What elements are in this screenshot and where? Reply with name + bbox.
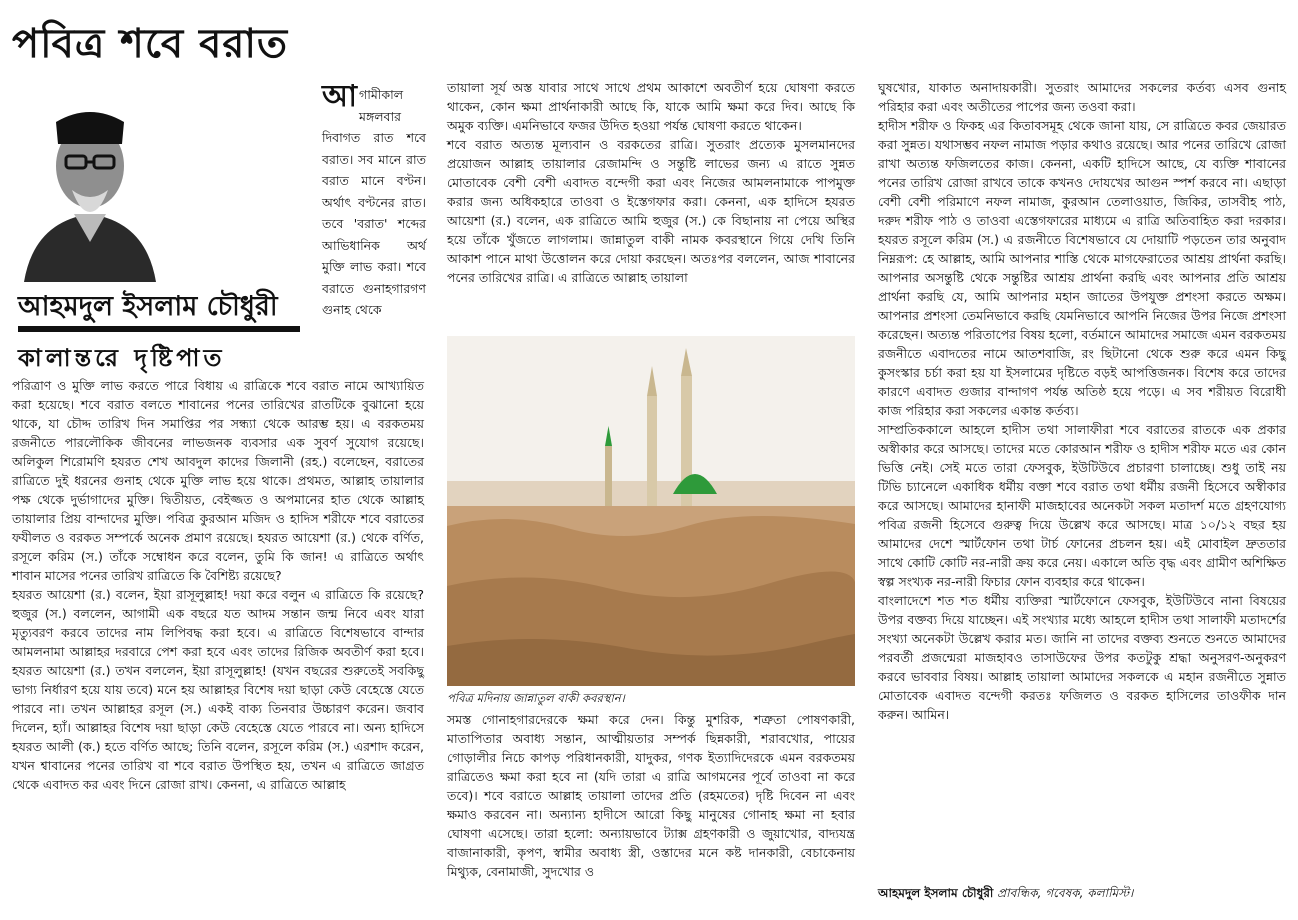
byline	[878, 885, 1133, 905]
paragraph: পরিত্রাণ ও মুক্তি লাভ করতে পারে বিধায় এ রাত্রিকে শবে বরাত নামে আখ্যায়িত করা হয়েছে। শবে বরাত বলতে শাবানের পনের তারিখের রাতটিকে বুঝানো হয়ে থাকে, যা চৌদ্দ তারিখ দিন সমাপ্তির পর সন্ধ্যা থেকে আরম্ভ হয়। এ বরকতময় রজনীতে পারলৌকিক জীবনের লাভজনক ব্যবসার এক সুবর্ণ সুযোগ রয়েছে। অলিকুল শিরোমণি হযরত শেখ আবদুল কাদের জিলানী (রহ.) বলেছেন, বরাতের রাত্রিতে দুই ধরনের গুনাহ থেকে মুক্তি লাভ হয়ে থাকে। প্রথমত, আল্লাহ তায়ালার পক্ষ থেকে দুর্ভাগাদের মুক্তি। দ্বিতীয়ত, বেইজ্জত ও অপমানের হাত থেকে আল্লাহ তায়ালার প্রিয় বান্দাদের মুক্তি। পবিত্র কুরআন মজিদ ও হাদিস শরীফে শবে বরাতের ফযীলত ও বরকত সম্পর্কে অনেক প্রমাণ রয়েছে। হযরত আয়েশা (র.) থেকে বর্ণিত, রসূলে করিম (স.) তাঁকে সম্বোধন করে বলেন, তুমি কি জান! এ রাত্রিতে অর্থাৎ শাবান মাসের পনের তারিখ রাত্রিতে কি বৈশিষ্ট্য রয়েছে?	[12, 378, 424, 583]
author-photo	[14, 82, 166, 282]
mosque-cemetery-image	[447, 336, 855, 686]
paragraph: তায়ালা সূর্য অস্ত যাবার সাথে সাথে প্রথম আকাশে অবতীর্ণ হয়ে ঘোষণা করতে থাকেন, কোন ক্ষমা প্রার্থনাকারী আছে কি, যাকে আমি ক্ষমা করে দিব। আছে কি অমুক ব্যক্তি। এমনিভাবে ফজর উদিত হওয়া পর্যন্ত ঘোষণা করতে থাকেন।	[447, 80, 855, 133]
divider	[18, 326, 300, 332]
column-three	[878, 78, 1286, 724]
intro-column	[322, 79, 426, 321]
paragraph: ঘুষখোর, যাকাত অনাদায়কারী। সুতরাং আমাদের সকলের কর্তব্য এসব গুনাহ পরিহার করা এবং অতীতের পাপের জন্য তওবা করা।	[878, 80, 1286, 114]
paragraph: শবে বরাত অত্যন্ত মূল্যবান ও বরকতের রাত্রি। সুতরাং প্রত্যেক মুসলমানদের প্রয়োজন আল্লাহ তায়ালার রেজামন্দি ও সন্তুষ্টি লাভের জন্য এ রাতে সুন্নত মোতাবেক বেশী বেশী এবাদত বন্দেগী করা এবং নিজের আমলনামাকে পাপমুক্ত করার জন্য অধিকহারে তাওবা ও ইস্তেগফার করা। কেননা, এক হাদিসে হযরত আয়েশা (র.) বলেন, এক রাত্রিতে আমি হুজুর (স.) কে বিছানায় না পেয়ে অস্থির হয়ে তাঁকে খুঁজতে লাগলাম। জান্নাতুল বাকী নামক কবরস্থানে গিয়ে দেখি তিনি আকাশ পানে মাথা উত্তোলন করে দোয়া করছেন। অতঃপর বললেন, আজ শাবানের পনের তারিখের রাত্রি। এ রাত্রিতে আল্লাহ তায়ালা	[447, 137, 855, 285]
paragraph: বাংলাদেশে শত শত ধর্মীয় ব্যক্তিরা স্মার্টফোনে ফেসবুক, ইউটিউবে নানা বিষয়ের উপর বক্তব্য দিয়ে যাচ্ছেন। এই সংখ্যার মধ্যে আহলে হাদীস তথা সালাফী মতাদর্শের সংখ্যা অনেকটা উল্লেখ করার মত। জানি না তাদের বক্তব্য শুনতে শুনতে আমাদের পরবর্তী প্রজন্মেরা মাজহাবও তাসাউফের উপর কতটুকু শ্রদ্ধা অনুসরণ-অনুকরণ করবে ভাববার বিষয়। আল্লাহ তায়ালা আমাদের সকলকে এ মহান রজনীতে সুন্নাত মোতাবেক এবাদত বন্দেগী করতঃ ফজিলত ও বরকত হাসিলের তাওফীক দান করুন। আমিন।	[878, 593, 1286, 722]
image-caption: পবিত্র মদিনায় জান্নাতুল বাকী কবরস্থান।	[447, 691, 625, 705]
byline-roles: প্রাবন্ধিক, গবেষক, কলামিস্ট।	[993, 886, 1134, 900]
byline-name: আহমদুল ইসলাম চৌধুরী	[878, 886, 994, 900]
column-two-top	[447, 78, 855, 287]
author-portrait-icon	[14, 82, 166, 282]
author-name: আহমদুল ইসলাম চৌধুরী	[18, 291, 278, 322]
paragraph: সাম্প্রতিককালে আহলে হাদীস তথা সালাফীরা শবে বরাতের রাতকে এক প্রকার অস্বীকার করে আসছে। তাদের মতে কোরআন শরীফ ও হাদীস শরীফ মতে এর কোন ভিত্তি নেই। সেই মতে তারা ফেসবুক, ইউটিউবে প্রচারণা চালাচ্ছে। শুধু তাই নয় টিভি চ্যানেলে একাধিক ধর্মীয় বক্তা শবে বরাত তথা ধর্মীয় রজনী হিসেবে অস্বীকার করে আসছে। আমাদের হানাফী মাজহাবের অনেকটা সকল মতাদর্শ মতে গ্রহণযোগ্য পবিত্র রজনী হিসেবে গুরুত্ব দিয়ে উল্লেখ করে আসছে। মাত্র ১০/১২ বছর হয় আমাদের দেশে স্মার্টফোন তথা টার্চ ফোনের প্রচলন হয়। এই মোবাইল দ্রুততার সাথে কোটি কোটি নর-নারী ক্রয় করে নেয়। একালে অতি বৃদ্ধ এবং গ্রামীণ অশিক্ষিত স্বল্প সংখ্যক নর-নারী ফিচার ফোন ব্যবহার করে থাকেন।	[878, 422, 1286, 589]
cemetery-photo	[447, 336, 855, 686]
headline: পবিত্র শবে বরাত	[12, 21, 288, 67]
column-one	[12, 376, 424, 794]
column-title: কালান্তরে দৃষ্টিপাত	[18, 344, 226, 372]
intro-text: গামীকাল মঙ্গলবার দিবাগত রাত শবে বরাত। সব মানে রাত বরাত মানে বণ্টন। অর্থাৎ বণ্টনের রাত। তবে 'বরাত' শব্দের আভিধানিক অর্থ মুক্তি লাভ করা। শবে বরাতে গুনাহগারগণ গুনাহ থেকে	[322, 87, 426, 317]
drop-cap: আ	[322, 79, 357, 114]
paragraph: হযরত আয়েশা (র.) বলেন, ইয়া রাসূলুল্লাহ! দয়া করে বলুন এ রাত্রিতে কি রয়েছে? হুজুর (স.) বললেন, আগামী এক বছরে যত আদম সন্তান জন্ম নিবে এবং যারা মৃত্যুবরণ করবে তাদের নাম লিপিবদ্ধ করা হবে। এ রাত্রিতে বিশেষভাবে বান্দার আমলনামা আল্লাহর দরবারে পেশ করা হবে এবং তাদের রিজিক অবতীর্ণ করা হবে। হযরত আয়েশা (র.) তখন বললেন, ইয়া রাসূলুল্লাহ! (যখন বছরের শুরুতেই সবকিছু ভাগ্য নির্ধারণ হয়ে যায় তবে) মনে হয় আল্লাহর বিশেষ দয়া ছাড়া কেউ বেহেস্তে যেতে পারবে না। তখন আল্লাহর রসূল (স.) একই বাক্য তিনবার উচ্চারণ করেন। জবাব দিলেন, হ্যাঁ। আল্লাহর বিশেষ দয়া ছাড়া কেউ বেহেস্তে যেতে পারবে না। অন্য হাদিসে হযরত আলী (ক.) হতে বর্ণিত আছে; তিনি বলেন, রসূলে করিম (স.) এরশাদ করেন, যখন শ্বাবানের পনের তারিখ বা শবে বরাত উপস্থিত হয়, তখন এ রাত্রিতে জাগ্রত থেকে এবাদত কর এবং দিনে রোজা রাখ। কেননা, এ রাত্রিতে আল্লাহ	[12, 587, 424, 792]
column-two-bottom	[447, 710, 855, 881]
paragraph: হাদীস শরীফ ও ফিকহ এর কিতাবসমূহ থেকে জানা যায়, সে রাত্রিতে কবর জেয়ারত করা সুন্নত। যথাসম্ভব নফল নামাজ পড়ার কথাও রয়েছে। আর পনের তারিখে রোজা রাখা অত্যন্ত ফজিলতের কাজ। কেননা, একটি হাদিসে আছে, যে ব্যক্তি শাবানের পনের তারিখ রোজা রাখবে তাকে কখনও দোযখের আগুন স্পর্শ করবে না। এছাড়া বেশী বেশী পরিমাণে নফল নামাজ, কুরআন তেলাওয়াত, জিকির, তাসবীহ পাঠ, দরুদ শরীফ পাঠ ও তাওবা এস্তেগফারের মাধ্যমে এ রাত্রি অতিবাহিত করা দরকার। হযরত রসূলে করিম (স.) এ রজনীতে বিশেষভাবে যে দোয়াটি পড়তেন তার অনুবাদ নিম্নরূপ: হে আল্লাহ, আমি আপনার শাস্তি থেকে মাগফেরাতের আশ্রয় প্রার্থনা করছি। আপনার অসন্তুষ্টি থেকে সন্তুষ্টির আশ্রয় প্রার্থনা করছি এবং আপনার প্রতি আশ্রয় প্রার্থনা করছি যে, আমি আপনার মহান জাতের উপযুক্ত প্রশংসা করতে অক্ষম। আপনার প্রশংসা তেমনিভাবে করছি যেমনিভাবে আপনি নিজের উপর নিজে প্রশংসা করেছেন। অত্যন্ত পরিতাপের বিষয় হলো, বর্তমানে আমাদের সমাজে এমন বরকতময় রজনীতে এবাদতের নামে আতশবাজি, রং ছিটানো থেকে শুরু করে এমন কিছু কুসংস্কার চর্চা করা হয় যা ইসলামের দৃষ্টিতে বড়ই আপত্তিজনক। বিশেষ করে তাদের কারণে এবাদত গুজার বান্দাগণ পর্যন্ত অতিষ্ঠ হয়ে পড়ে। এ সব শরীয়ত বিরোধী কাজ পরিহার করা সকলের একান্ত কর্তব্য।	[878, 118, 1286, 418]
paragraph: সমস্ত গোনাহগারদেরকে ক্ষমা করে দেন। কিন্তু মুশরিক, শত্রুতা পোষণকারী, মাতাপিতার অবাধ্য সন্তান, আত্মীয়তার সম্পর্ক ছিন্নকারী, শরাবখোর, পায়ের গোড়ালীর নিচে কাপড় পরিধানকারী, যাদুকর, গণক ইত্যাদিদেরকে এমন বরকতময় রাত্রিতেও ক্ষমা করা হবে না (যদি তারা এ রাত্রি আগমনের পূর্বে তাওবা না করে তবে)। শবে বরাতে আল্লাহ তায়ালা তাদের প্রতি (রহমতের) দৃষ্টি দিবেন না এবং ক্ষমাও করবেন না। অন্যান্য হাদীসে আরো কিছু মানুষের গোনাহ ক্ষমা না হবার ঘোষণা এসেছে। তারা হলো: অন্যায়ভাবে ট্যাক্স গ্রহণকারী ও জুয়াখোর, বাদ্যযন্ত্র বাজানাকারী, কৃপণ, স্বামীর অবাধ্য স্ত্রী, ওস্তাদের মনে কষ্ট দানকারী, বেচাকেনায় মিথ্যুক, বেনামাজী, সুদখোর ও	[447, 712, 855, 879]
